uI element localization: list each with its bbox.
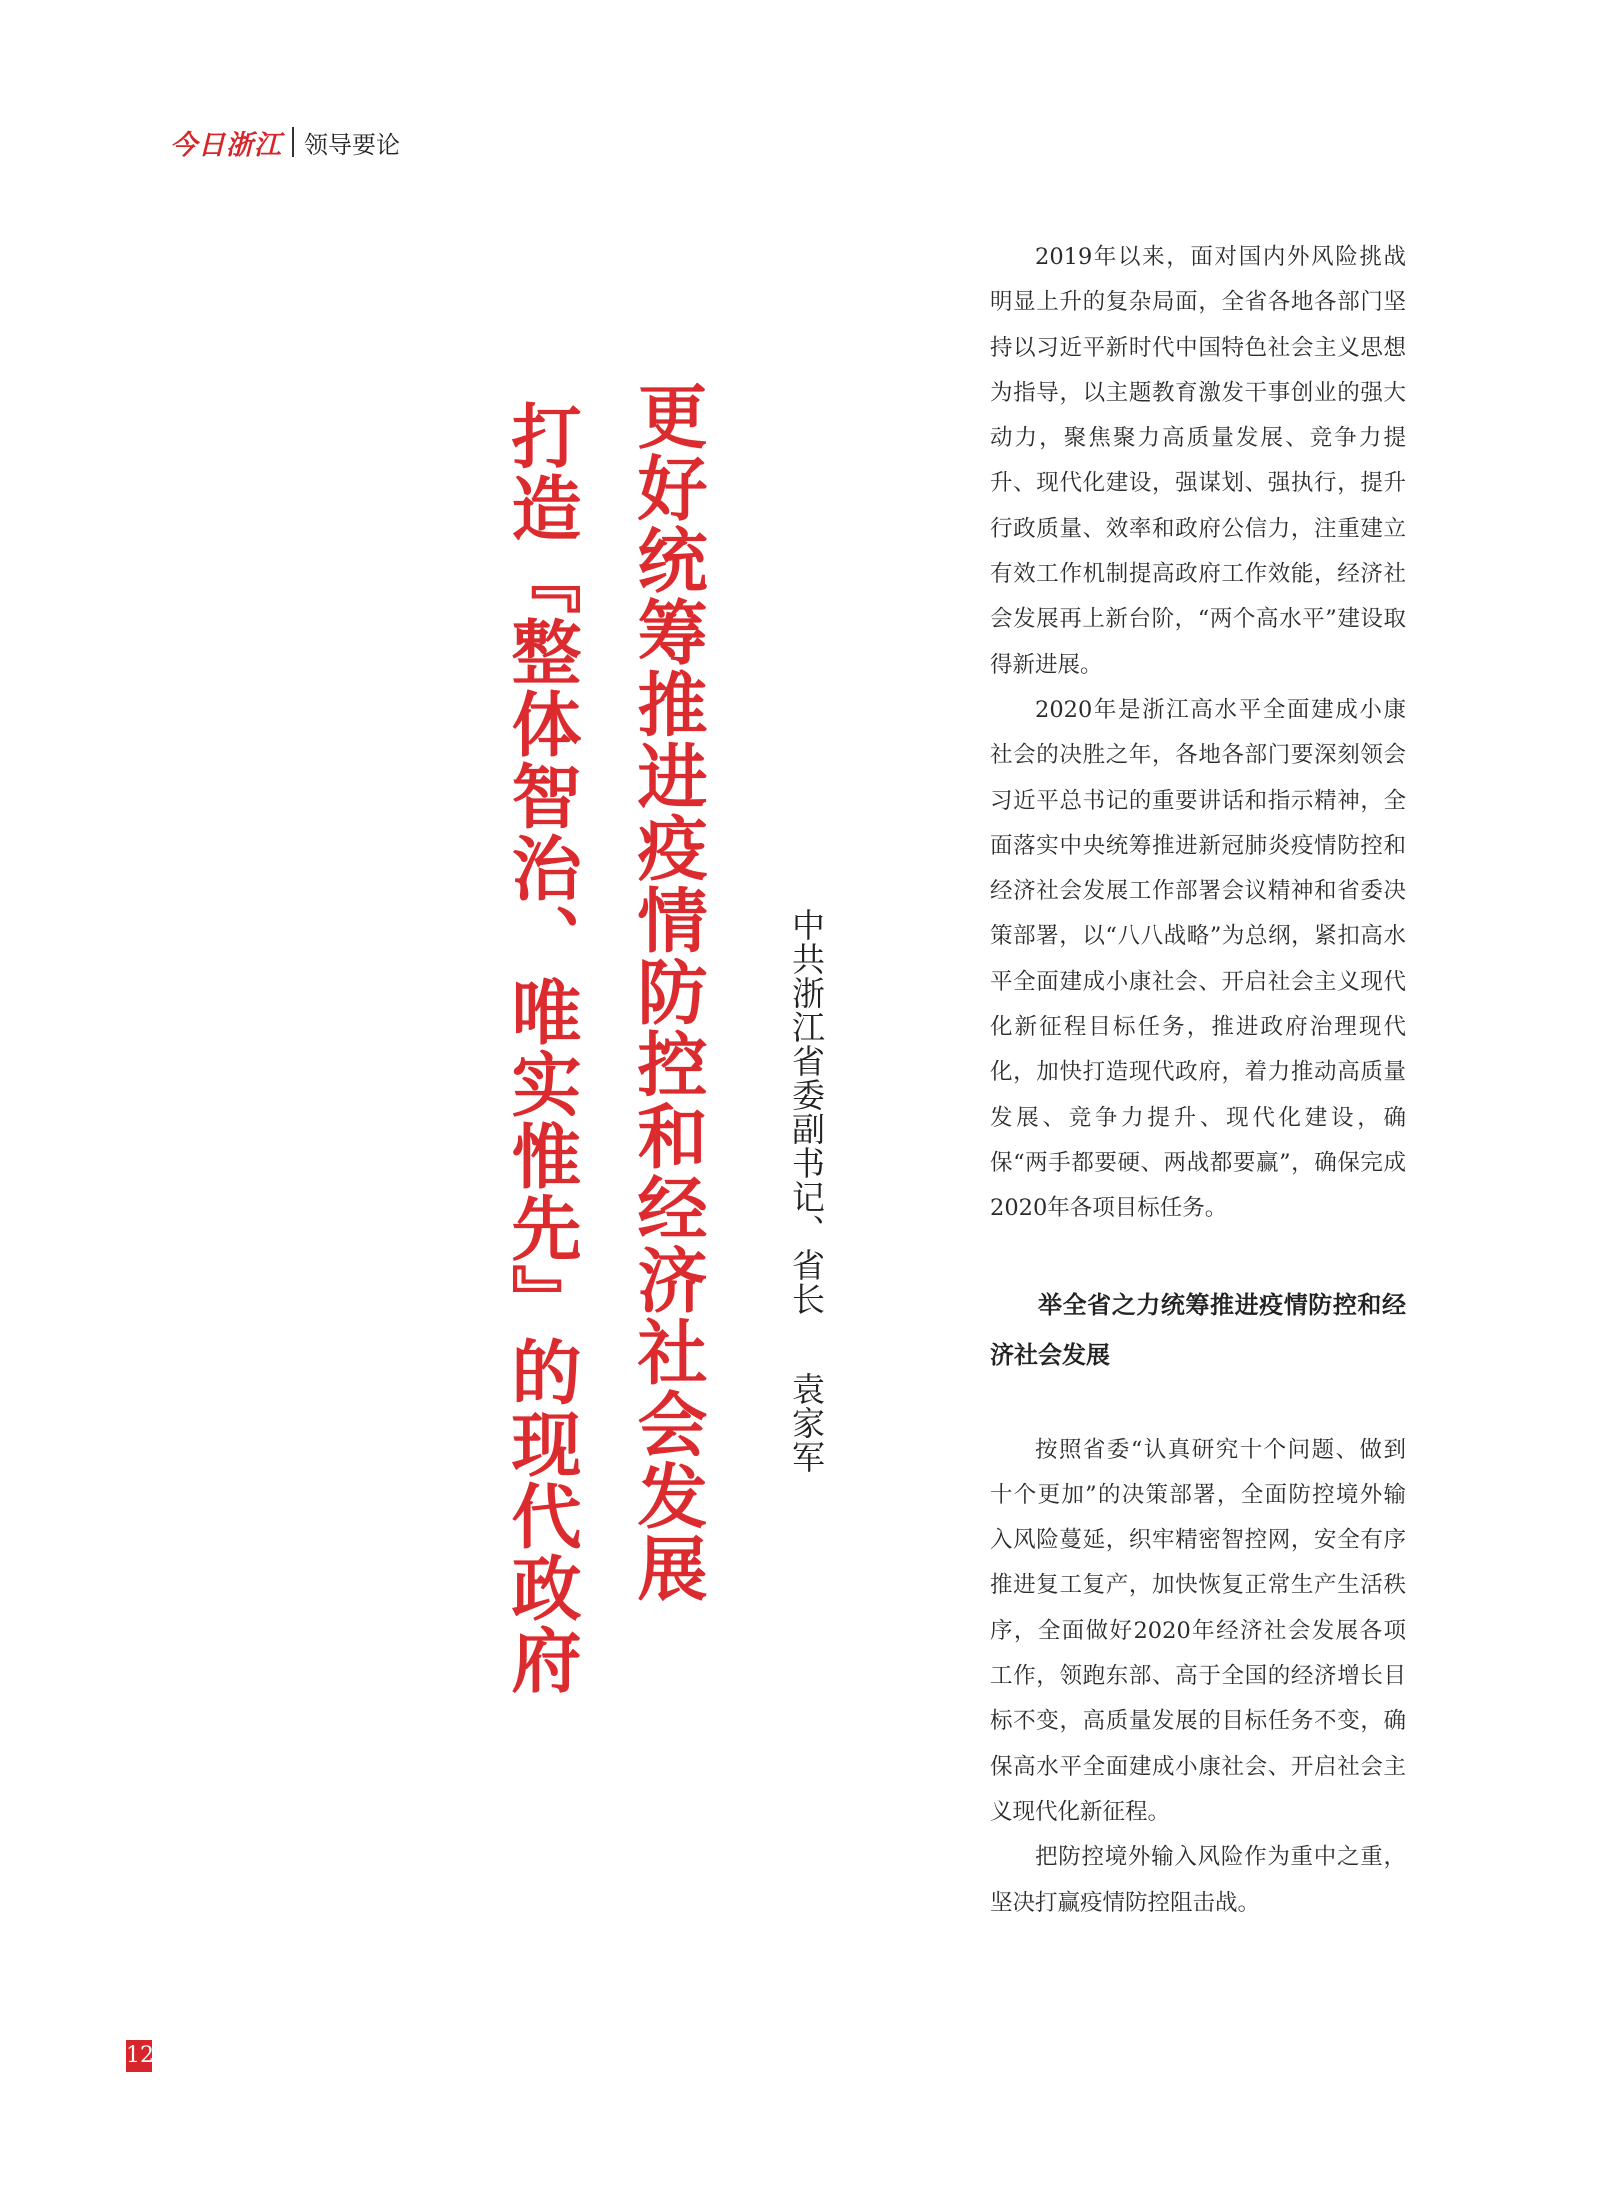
section-subheading: 举全省之力统筹推进疫情防控和经济社会发展: [990, 1290, 1406, 1369]
paragraph: 按照省委“认真研究十个问题、做到十个更加”的决策部署，全面防控境外输入风险蔓延，织牢精密智控网，安全有序推进复工复产，加快恢复正常生产生活秩序，全面做好2020年经济社会发展各项工作，领跑东部、高于全国的经济增长目标不变，高质量发展的目标任务不变，确保高水平全面建成小康社会、开启社会主义现代化新征程。: [990, 1436, 1406, 1825]
header-divider: [292, 127, 294, 157]
author-position: 中共浙江省委副书记、省长: [787, 908, 826, 1316]
title-line-2: 打造『整体智治、唯实惟先』的现代政府: [500, 400, 582, 1696]
section-label: 领导要论: [304, 130, 400, 159]
paragraph: 把防控境外输入风险作为重中之重，坚决打赢疫情防控阻击战。: [990, 1844, 1406, 1916]
paragraph: 2020年是浙江高水平全面建成小康社会的决胜之年，各地各部门要深刻领会习近平总书记的重要讲话和指示精神，全面落实中央统筹推进新冠肺炎疫情防控和经济社会发展工作部署会议精神和省委决策部署，以“八八战略”为总纲，紧扣高水平全面建成小康社会、开启社会主义现代化新征程目标任务，推进政府治理现代化，加快打造现代政府，着力推动高质量发展、竞争力提升、现代化建设，确保“两手都要硬、两战都要赢”，确保完成2020年各项目标任务。: [990, 696, 1406, 1222]
author-name: 袁家军: [787, 1372, 826, 1474]
page-header: [170, 122, 400, 162]
title-line-1: 更好统筹推进疫情防控和经济社会发展: [626, 380, 708, 1604]
author-byline: [787, 908, 826, 1474]
paragraph: 2019年以来，面对国内外风险挑战明显上升的复杂局面，全省各地各部门坚持以习近平新时代中国特色社会主义思想为指导，以主题教育激发干事创业的强大动力，聚焦聚力高质量发展、竞争力提升、现代化建设，强谋划、强执行，提升行政质量、效率和政府公信力，注重建立有效工作机制提高政府工作效能，经济社会发展再上新台阶，“两个高水平”建设取得新进展。: [990, 244, 1406, 678]
article-body: [990, 235, 1406, 1926]
page-number: 12: [126, 2040, 152, 2072]
brand-logo: 今日浙江: [170, 129, 282, 161]
